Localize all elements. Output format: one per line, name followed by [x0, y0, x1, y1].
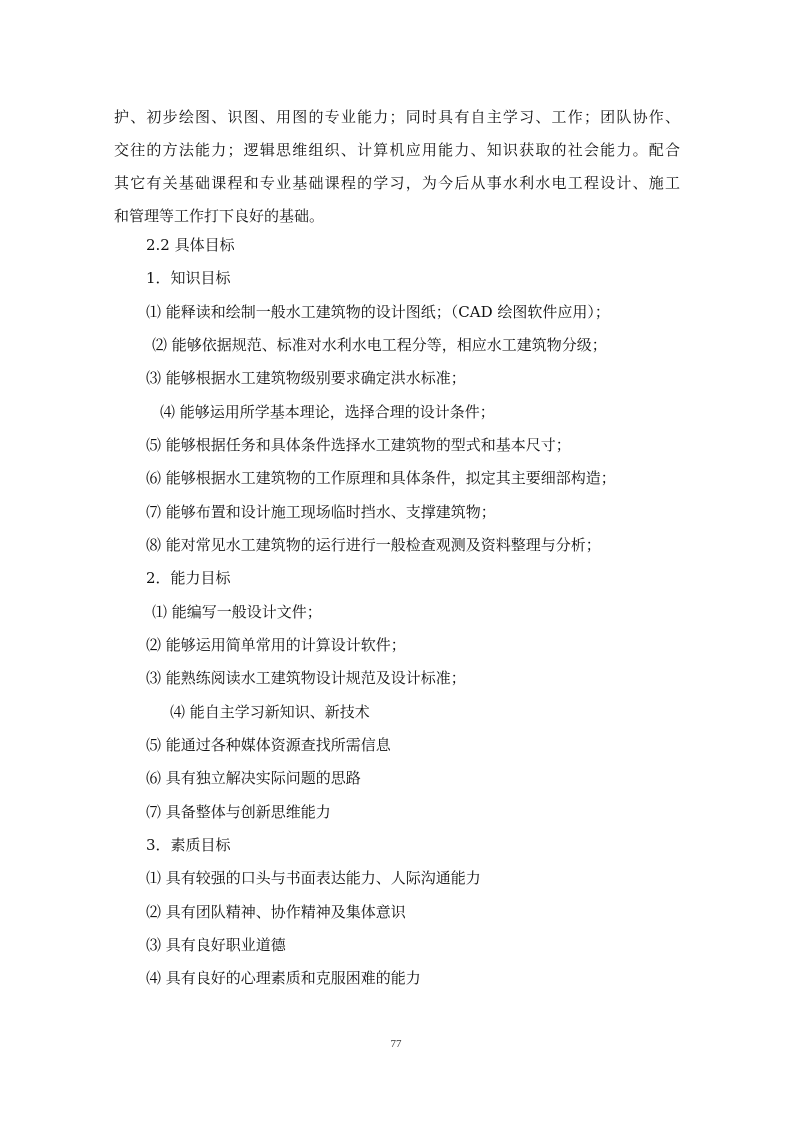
intro-paragraph — [114, 101, 680, 233]
ability-item: ⑺ 具备整体与创新思维能力 — [146, 803, 331, 821]
ability-item: ⑵ 能够运用简单常用的计算设计软件； — [146, 636, 406, 654]
quality-item: ⑴ 具有较强的口头与书面表达能力、人际沟通能力 — [146, 869, 481, 887]
knowledge-item: ⑷ 能够运用所学基本理论，选择合理的设计条件； — [160, 403, 495, 421]
ability-heading: 2．能力目标 — [146, 569, 231, 587]
knowledge-heading: 1．知识目标 — [146, 269, 231, 287]
quality-heading: 3．素质目标 — [146, 836, 231, 854]
knowledge-item: ⑶ 能够根据水工建筑物级别要求确定洪水标准； — [146, 369, 466, 387]
ability-item: ⑸ 能通过各种媒体资源查找所需信息 — [146, 736, 391, 754]
section-heading: 2.2 具体目标 — [146, 236, 235, 254]
quality-item: ⑶ 具有良好职业道德 — [146, 936, 286, 954]
ability-item: ⑹ 具有独立解决实际问题的思路 — [146, 769, 361, 787]
intro-line: 和管理等工作打下良好的基础。 — [114, 207, 325, 225]
quality-item: ⑷ 具有良好的心理素质和克服困难的能力 — [146, 969, 421, 987]
page-number: 77 — [390, 1038, 402, 1050]
ability-item: ⑶ 能熟练阅读水工建筑物设计规范及设计标准； — [146, 669, 466, 687]
intro-line: 护、初步绘图、识图、用图的专业能力；同时具有自主学习、工作；团队协作、 — [114, 108, 680, 126]
knowledge-item: ⑴ 能释读和绘制一般水工建筑物的设计图纸；（CAD 绘图软件应用）； — [146, 303, 610, 321]
intro-line: 交往的方法能力；逻辑思维组织、计算机应用能力、知识获取的社会能力。配合 — [114, 141, 680, 159]
knowledge-item: ⑻ 能对常见水工建筑物的运行进行一般检查观测及资料整理与分析； — [146, 536, 601, 554]
knowledge-item: ⑹ 能够根据水工建筑物的工作原理和具体条件，拟定其主要细部构造； — [146, 469, 616, 487]
knowledge-item: ⑸ 能够根据任务和具体条件选择水工建筑物的型式和基本尺寸； — [146, 436, 571, 454]
quality-item: ⑵ 具有团队精神、协作精神及集体意识 — [146, 903, 406, 921]
ability-item: ⑴ 能编写一般设计文件； — [152, 603, 322, 621]
knowledge-item: ⑺ 能够布置和设计施工现场临时挡水、支撑建筑物； — [146, 503, 496, 521]
intro-line: 其它有关基础课程和专业基础课程的学习，为今后从事水利水电工程设计、施工 — [114, 174, 680, 192]
ability-item: ⑷ 能自主学习新知识、新技术 — [170, 703, 370, 721]
knowledge-item: ⑵ 能够依据规范、标准对水利水电工程分等，相应水工建筑物分级； — [152, 336, 607, 354]
